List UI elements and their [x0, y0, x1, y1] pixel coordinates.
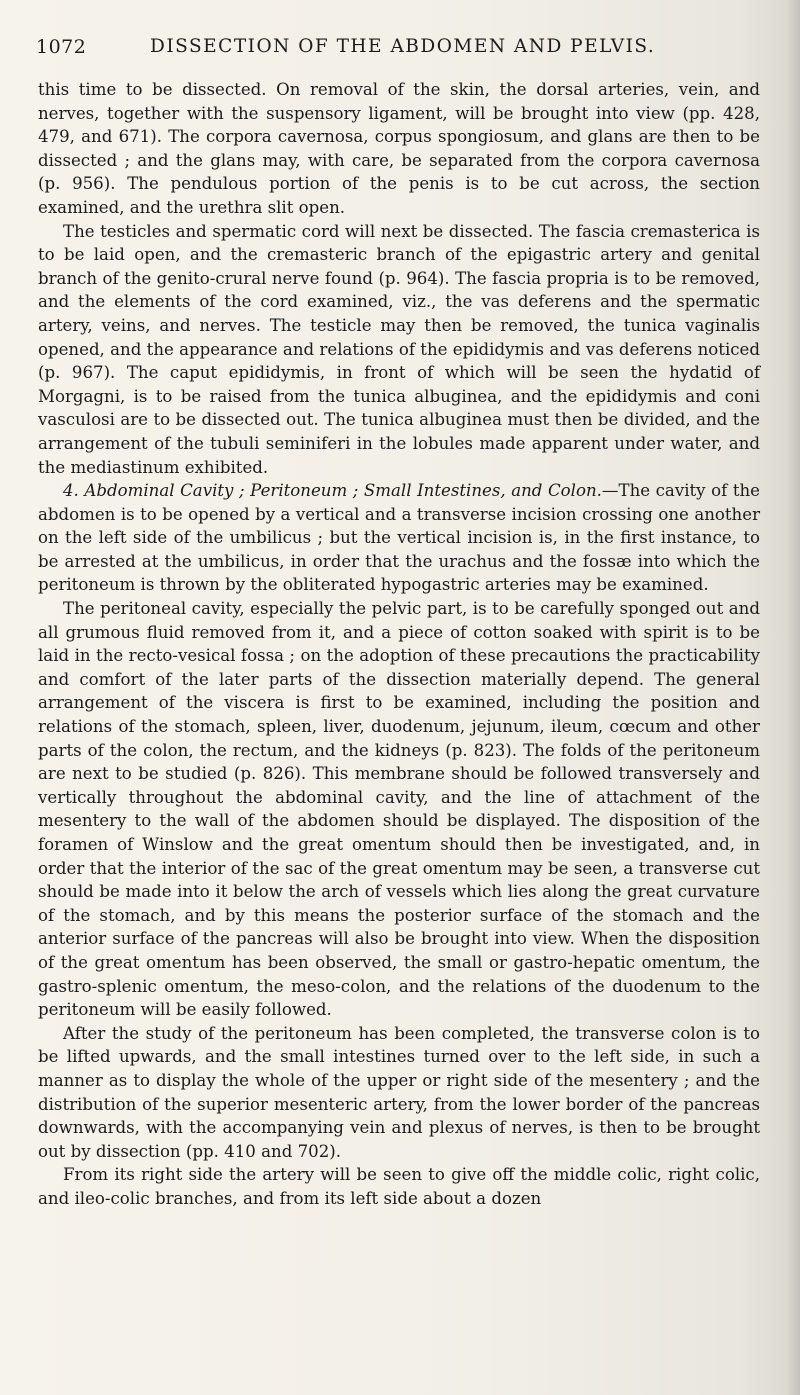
paragraph-artery-branches: From its right side the artery will be seen to give off the middle colic, right colic, and ileo-colic branches, and from its left side about a dozen — [38, 1165, 760, 1208]
section-heading-abdominal-cavity: 4. Abdominal Cavity ; Peritoneum ; Small Intestines, and Colon. — [63, 481, 602, 501]
paragraph-peritoneal-cavity: The peritoneal cavity, especially the pelvic part, is to be carefully sponged out and all grumous fluid removed from it, and a piece of cotton soaked with spirit is to be laid in the recto-vesical fossa ; on the adoption of these precautions the practicability and comfort of the later parts of the dissection materially depend. The general arrangement of the viscera is first to be examined, including the position and relations of the stomach, spleen, liver, duodenum, jejunum, ileum, cœcum and other parts of the colon, the rectum, and the kidneys (p. 823). The folds of the peritoneum are next to be studied (p. 826). This membrane should be followed transversely and vertically throughout the abdominal cavity, and the line of attachment of the mesentery to the wall of the abdomen should be displayed. The disposition of the foramen of Winslow and the great omentum should then be investigated, and, in order that the interior of the sac of the great omentum may be seen, a transverse cut should be made into it below the arch of vessels which lies along the great curvature of the stomach, and by this means the posterior surface of the stomach and the anterior surface of the pancreas will also be brought into view. When the disposition of the great omentum has been observed, the small or gastro-hepatic omentum, the gastro-splenic omentum, the meso-colon, and the relations of the duodenum to the peritoneum will be easily followed. — [38, 599, 760, 1020]
body-text — [38, 78, 760, 1211]
running-title: DISSECTION OF THE ABDOMEN AND PELVIS. — [150, 36, 656, 57]
page-edge-shadow — [786, 0, 800, 1395]
paragraph-abdominal-cavity — [38, 479, 760, 597]
paragraph-testicles-dissection: The testicles and spermatic cord will next be dissected. The fascia cremasterica is to be laid open, and the cremasteric branch of the epigastric artery and genital branch of the genito-crural nerve found (p. 964). The fascia propria is to be removed, and the elements of the cord examined, viz., the vas deferens and the spermatic artery, veins, and nerves. The testicle may then be removed, the tunica vaginalis opened, and the appearance and relations of the epididymis and vas deferens noticed (p. 967). The caput epididymis, in front of which will be seen the hydatid of Morgagni, is to be raised from the tunica albuginea, and the epididymis and coni vasculosi are to be dissected out. The tunica albuginea must then be divided, and the arrangement of the tubuli seminiferi in the lobules made apparent under water, and the mediastinum exhibited. — [38, 221, 760, 477]
paragraph-mesentery: After the study of the peritoneum has been completed, the transverse colon is to be lifted upwards, and the small intestines turned over to the left side, in such a manner as to display the whole of the upper or right side of the mesentery ; and the distribution of the superior mesenteric artery, from the lower border of the pancreas downwards, with the accompanying vein and plexus of nerves, is then to be brought out by dissection (pp. 410 and 702). — [38, 1023, 760, 1161]
paragraph-penis-dissection: this time to be dissected. On removal of the skin, the dorsal arteries, vein, and nerves, together with the suspensory ligament, will be brought into view (pp. 428, 479, and 671). The corpora cavernosa, corpus spongiosum, and glans are then to be dissected ; and the glans may, with care, be separated from the corpora cavernosa (p. 956). The pendulous portion of the penis is to be cut across, the section examined, and the urethra slit open. — [38, 80, 760, 217]
page-header — [36, 36, 760, 66]
paragraph-abdominal-cavity-text: —The cavity of the abdomen is to be opened by a vertical and a transverse incision crossing one another on the left side of the umbilicus ; but the vertical incision is, in the first instance, to be arrested at the umbilicus, in order that the urachus and the fossæ into which the peritoneum is thrown by the obliterated hypogastric arteries may be examined. — [38, 481, 760, 595]
page-number: 1072 — [36, 36, 87, 58]
